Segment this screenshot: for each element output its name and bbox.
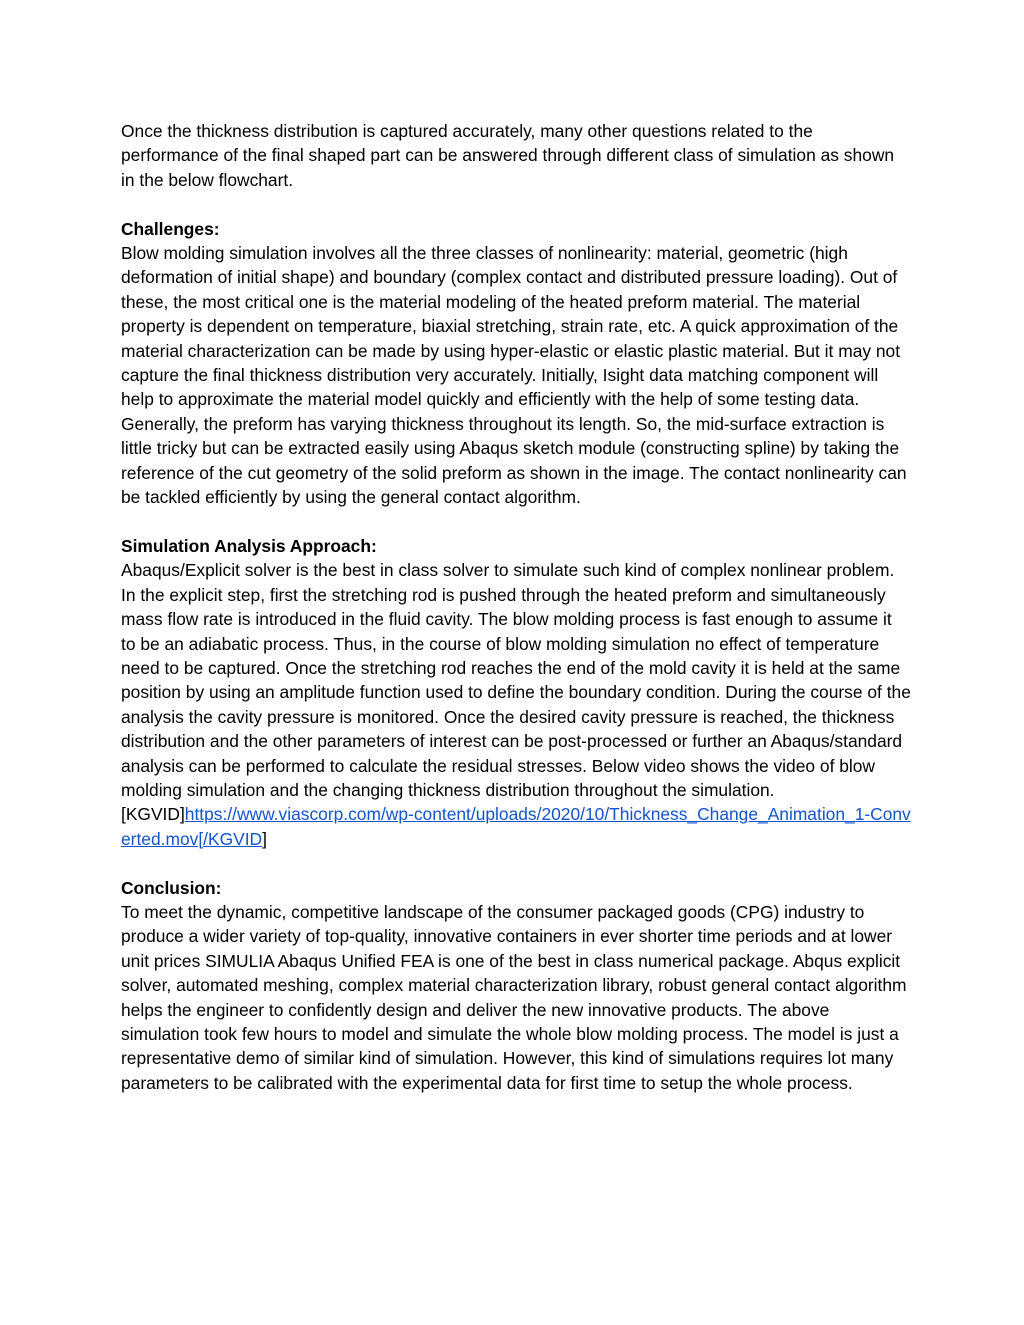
approach-paragraph: Abaqus/Explicit solver is the best in class solver to simulate such kind of complex nonlinear problem. In the explicit step, first the stretching rod is pushed through the heated preform and simultaneously mass flow rate is introduced in the fluid cavity. The blow molding process is fast enough to assume it to be an adiabatic process. Thus, in the course of blow molding simulation no effect of temperature need to be captured. Once the stretching rod reaches the end of the mold cavity it is held at the same position by using an amplitude function used to define the boundary condition. During the course of the analysis the cavity pressure is monitored. Once the desired cavity pressure is reached, the thickness distribution and the other parameters of interest can be post-processed or further an Abaqus/standard analysis can be performed to calculate the residual stresses. Below video shows the video of blow molding simulation and the changing thickness distribution throughout the simulation. xyxy=(121,560,911,800)
intro-paragraph: Once the thickness distribution is captured accurately, many other questions related to the performance of the final shaped part can be answered through different class of simulation as shown in the below flowchart. xyxy=(121,121,895,190)
video-embed-line xyxy=(121,802,911,851)
video-link[interactable]: https://www.viascorp.com/wp-content/uploads/2020/10/Thickness_Change_Animation_1-Converted.mov[/KGVID xyxy=(121,804,911,849)
spacer xyxy=(121,851,911,875)
spacer xyxy=(121,509,911,533)
spacer xyxy=(121,192,911,216)
challenges-heading: Challenges: xyxy=(121,218,220,239)
conclusion-paragraph: To meet the dynamic, competitive landscape of the consumer packaged goods (CPG) industry to produce a wider variety of top-quality, innovative containers in ever shorter time periods and at lower unit prices SIMULIA Abaqus Unified FEA is one of the best in class numerical package. Abqus explicit solver, automated meshing, complex material characterization library, robust general contact algorithm helps the engineer to confidently design and deliver the new innovative products. The above simulation took few hours to model and simulate the whole blow molding process. The model is just a representative demo of similar kind of simulation. However, this kind of simulations requires lot many parameters to be calibrated with the experimental data for first time to setup the whole process. xyxy=(121,901,907,1093)
video-suffix: ] xyxy=(262,828,267,849)
challenges-paragraph-1: Blow molding simulation involves all the three classes of nonlinearity: material, geometric (high deformation of initial shape) and boundary (complex contact and distributed pressure loading). Out of these, the most critical one is the material modeling of the heated preform material. The material property is dependent on temperature, biaxial stretching, strain rate, etc. A quick approximation of the material characterization can be made by using hyper-elastic or elastic plastic material. But it may not capture the final thickness distribution very accurately. Initially, Isight data matching component will help to approximate the material model quickly and efficiently with the help of some testing data. xyxy=(121,243,901,410)
approach-heading: Simulation Analysis Approach: xyxy=(121,535,377,556)
video-prefix: [KGVID] xyxy=(121,804,185,825)
challenges-paragraph-2: Generally, the preform has varying thickness throughout its length. So, the mid-surface extraction is little tricky but can be extracted easily using Abaqus sketch module (constructing spline) by taking the reference of the cut geometry of the solid preform as shown in the image. The contact nonlinearity can be tackled efficiently by using the general contact algorithm. xyxy=(121,413,907,508)
conclusion-heading: Conclusion: xyxy=(121,877,222,898)
document-page xyxy=(121,119,911,1095)
